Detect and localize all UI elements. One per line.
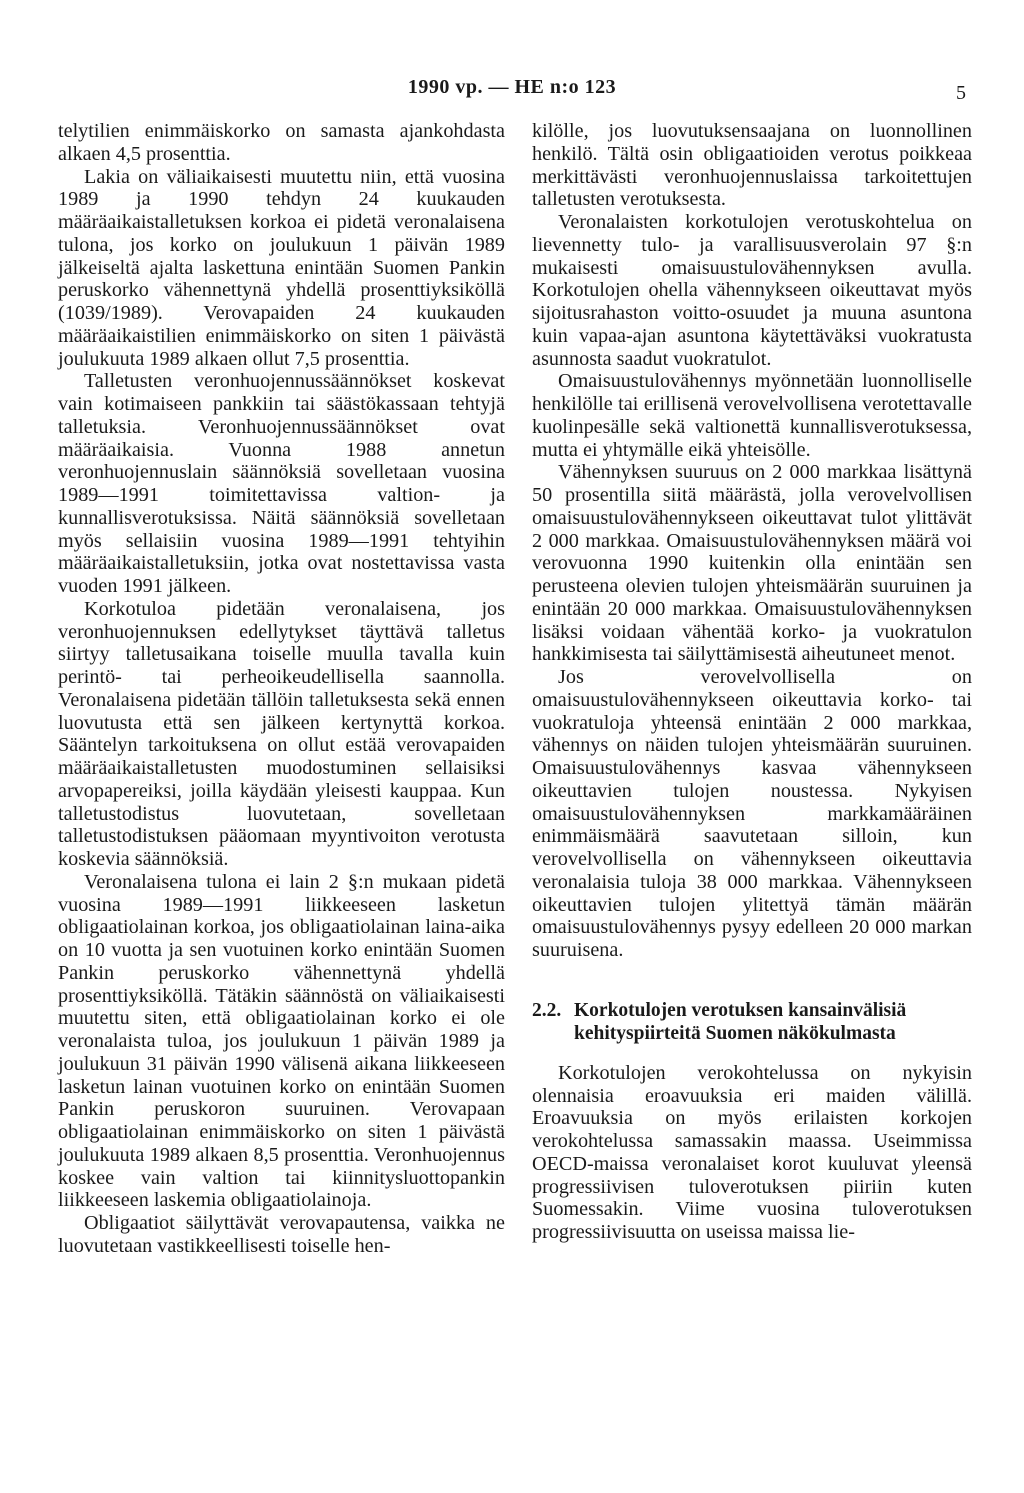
paragraph: Korkotuloa pidetään veronalaisena, jos veronhuojennuksen edellytykset täyttävä talletus siirtyy talletusaikana toiselle muulla tavalla kuin perintö- tai perheoikeudellisella saannolla. Veronalaisena pidetään tällöin talletuksesta sekä ennen luovutusta että sen jälkeen kertynyttä korkoa. Sääntelyn tarkoituksena on ollut estää verovapaiden määräaikaistalletusten muodostuminen sellaisiksi arvopapereiksi, joilla käydään yleisesti kauppaa. Kun talletustodistus luovutetaan, sovelletaan talletustodistuksen pääomaan myyntivoiton verotusta koskevia säännöksiä. (58, 597, 505, 870)
left-column (58, 120, 505, 1258)
section-heading (532, 999, 972, 1045)
page-number: 5 (956, 82, 966, 104)
paragraph: telytilien enimmäiskorko on samasta ajankohdasta alkaen 4,5 prosenttia. (58, 120, 505, 165)
paragraph: Obligaatiot säilyttävät verovapautensa, vaikka ne luovutetaan vastikkeellisesti toiselle hen- (58, 1212, 505, 1257)
right-column (532, 120, 972, 1244)
section-number: 2.2. (532, 999, 562, 1021)
page-header (0, 68, 1024, 108)
running-header: 1990 vp. — HE n:o 123 (407, 76, 617, 98)
paragraph: Vähennyksen suuruus on 2 000 markkaa lisättynä 50 prosentilla siitä määrästä, jolla verovelvollisen omaisuustulovähennykseen oikeuttavat tulot ylittävät 2 000 markkaa. Omaisuustulovähennyksen määrä voi verovuonna 1990 kuitenkin olla enintään sen perusteena olevien tulojen yhteismäärän suuruinen ja enintään 20 000 markkaa. Omaisuustulovähennyksen lisäksi voidaan vähentää korko- ja vuokratulon hankkimisesta tai säilyttämisestä aiheutuneet menot. (532, 461, 972, 666)
paragraph: Talletusten veronhuojennussäännökset koskevat vain kotimaiseen pankkiin tai säästökassaan tehtyjä talletuksia. Veronhuojennussäännökset ovat määräaikaisia. Vuonna 1988 annetun veronhuojennuslain säännöksiä sovelletaan vuosina 1989—1991 toimitettavissa valtion- ja kunnallisverotuksissa. Näitä säännöksiä sovelletaan myös sellaisiin vuosina 1989—1991 tehtyihin määräaikaistalletuksiin, jotka ovat nostettavissa vasta vuoden 1991 jälkeen. (58, 370, 505, 597)
paragraph: Omaisuustulovähennys myönnetään luonnolliselle henkilölle tai erillisenä verovelvollisena verotettavalle kuolinpesälle sekä valtionettä kunnallisverotuksessa, mutta ei yhtymälle eikä yhteisölle. (532, 370, 972, 461)
paragraph: Lakia on väliaikaisesti muutettu niin, että vuosina 1989 ja 1990 tehdyn 24 kuukauden määräaikaistalletuksen korkoa ei pidetä veronalaisena tulona, jos korko on joulukuun 1 päivän 1989 jälkeiseltä ajalta laskettuna enintään Suomen Pankin peruskorko vähennettynä yhdellä prosenttiyksiköllä (1039/1989). Verovapaiden 24 kuukauden määräaikaistilien enimmäiskorko on siten 1 päivästä joulukuuta 1989 alkaen ollut 7,5 prosenttia. (58, 165, 505, 370)
section-title: Korkotulojen verotuksen kansainvälisiä kehityspiirteitä Suomen näkökulmasta (574, 999, 907, 1044)
paragraph: Veronalaisena tulona ei lain 2 §:n mukaan pidetä vuosina 1989—1991 liikkeeseen lasketun obligaatiolainan korkoa, jos obligaatiolainan laina-aika on 10 vuotta ja sen vuotuinen korko enintään Suomen Pankin peruskorko vähennettynä yhdellä prosenttiyksiköllä. Tätäkin säännöstä on väliaikaisesti muutettu siten, että obligaatiolainan korko ei ole veronalaista tuloa, jos joulukuun 1 päivän 1989 ja joulukuun 31 päivän 1990 välisenä aikana liikkeeseen lasketun lainan vuotuinen korko on enintään Suomen Pankin peruskoron suuruinen. Verovapaan obligaatiolainan enimmäiskorko on siten 1 päivästä joulukuuta 1989 alkaen 8,5 prosenttia. Veronhuojennus koskee vain valtion tai kiinnitysluottopankin liikkeeseen laskemia obligaatiolainoja. (58, 870, 505, 1212)
paragraph: Veronalaisten korkotulojen verotuskohtelua on lievennetty tulo- ja varallisuusverolain 97 §:n mukaisesti omaisuustulovähennyksen avulla. Korkotulojen ohella vähennykseen oikeuttavat myös sijoitusrahaston voitto-osuudet ja muuna asuntona kuin vapaa-ajan asuntona käytettäväksi vuokratusta asunnosta saadut vuokratulot. (532, 211, 972, 370)
paragraph: Jos verovelvollisella on omaisuustulovähennykseen oikeuttavia korko- tai vuokratuloja yhteensä enintään 2 000 markkaa, vähennys on näiden tulojen yhteismäärän suuruinen. Omaisuustulovähennys kasvaa vähennykseen oikeuttavien tulojen noustessa. Nykyisen omaisuustulovähennyksen markkamääräinen enimmäismäärä saavutetaan silloin, kun verovelvollisella on vähennykseen oikeuttavia veronalaisia tuloja 38 000 markkaa. Vähennykseen oikeuttavien tulojen ylitettyä tämän määrän omaisuustulovähennys pysyy edelleen 20 000 markan suuruisena. (532, 666, 972, 961)
paragraph: Korkotulojen verokohtelussa on nykyisin olennaisia eroavuuksia eri maiden välillä. Eroavuuksia on myös erilaisten korkojen verokohtelussa samassakin maassa. Useimmissa OECD-maissa veronalaiset korot kuuluvat yleensä progressiivisen tuloverotuksen piiriin kuten Suomessakin. Viime vuosina tuloverotuksen progressiivisuutta on useissa maissa lie- (532, 1061, 972, 1243)
paragraph: kilölle, jos luovutuksensaajana on luonnollinen henkilö. Tältä osin obligaatioiden verotus poikkeaa merkittävästi veronhuojennuslaissa tarkoitettujen talletusten verotuksesta. (532, 120, 972, 211)
